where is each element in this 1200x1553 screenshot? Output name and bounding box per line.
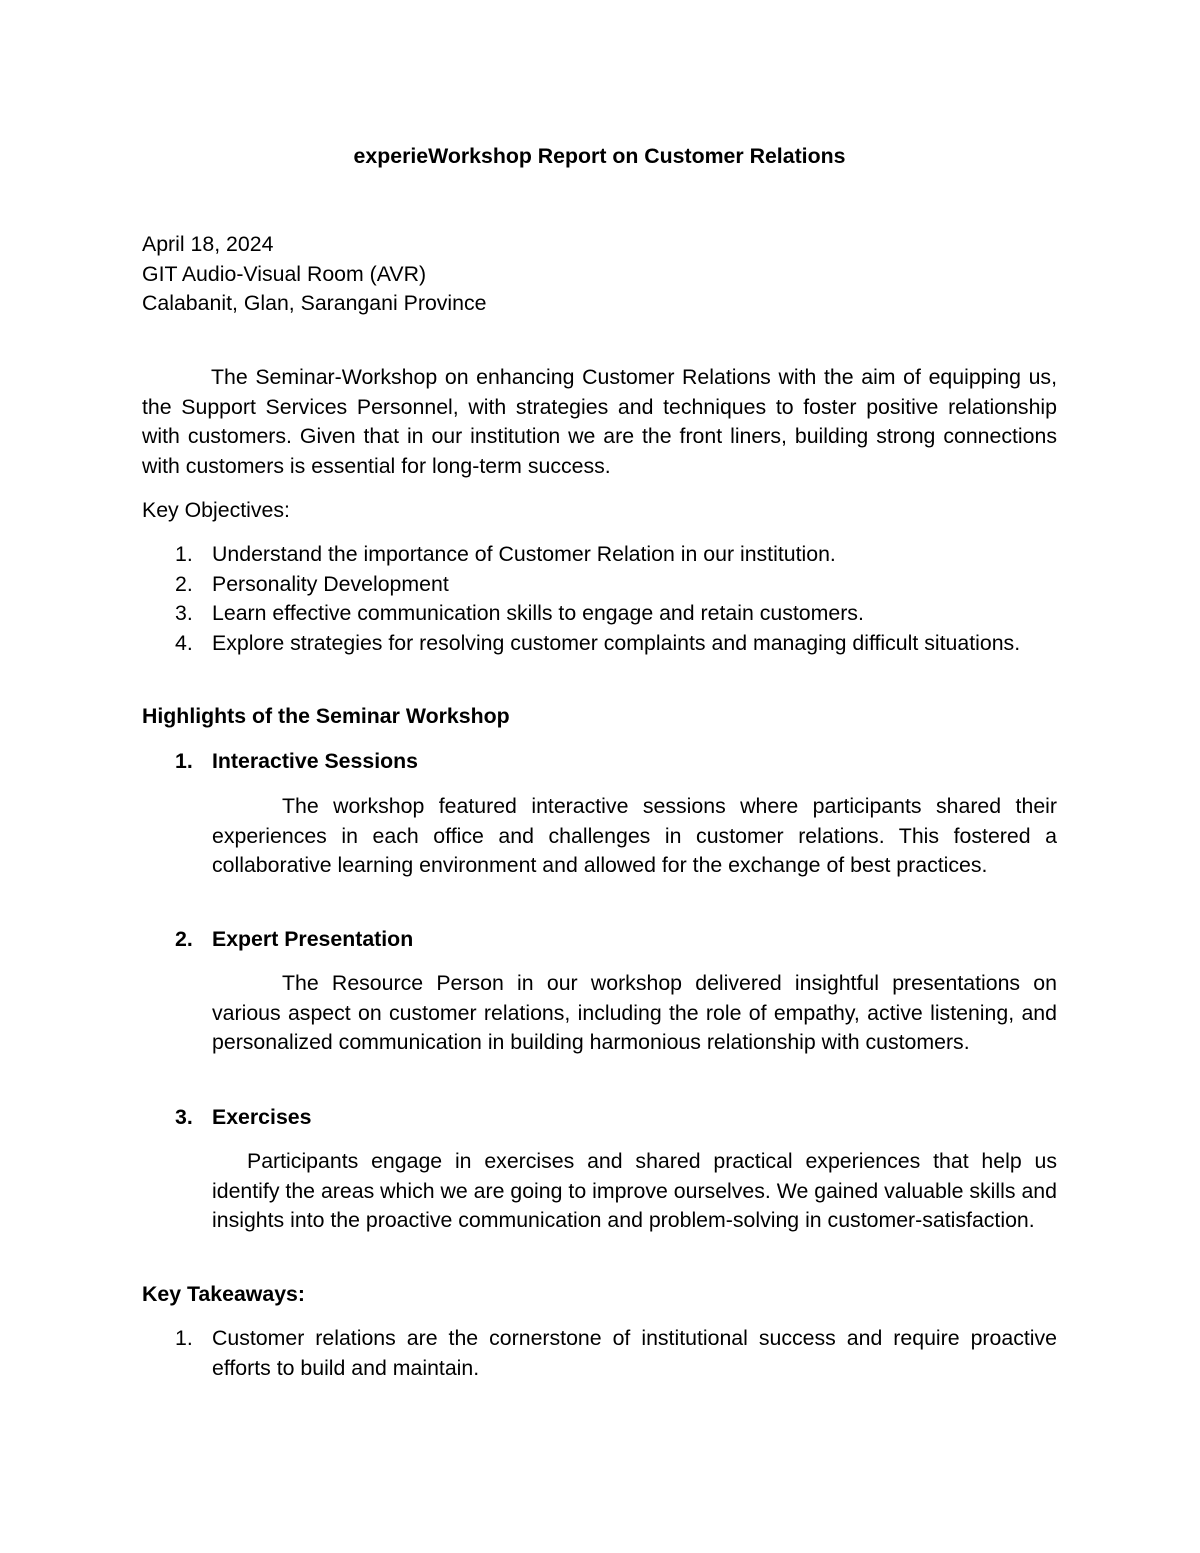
takeaway-number: 1. — [175, 1326, 193, 1350]
event-venue: GIT Audio-Visual Room (AVR) — [142, 261, 427, 286]
objectives-label: Key Objectives: — [142, 498, 290, 522]
objective-item — [142, 570, 1057, 600]
highlight-number: 3. — [175, 1105, 193, 1129]
objectives-list — [142, 540, 1057, 658]
takeaway-item — [142, 1324, 1057, 1383]
objective-item — [142, 599, 1057, 629]
highlight-heading-text: Expert Presentation — [212, 927, 414, 951]
objective-item — [142, 540, 1057, 570]
highlight-number: 1. — [175, 749, 193, 773]
event-date: April 18, 2024 — [142, 232, 274, 256]
objective-number: 3. — [175, 601, 193, 625]
objective-text: Learn effective communication skills to engage and retain customers. — [212, 601, 864, 625]
highlight-body: Participants engage in exercises and shared practical experiences that help us identify the areas which we are going to improve ourselves. We gained valuable skills and insights into the proactive communication and problem-solving in customer-satisfaction. — [212, 1149, 1057, 1232]
objective-number: 2. — [175, 571, 193, 596]
objective-item — [142, 629, 1057, 659]
takeaways-list — [142, 1324, 1057, 1383]
highlight-heading-text: Exercises — [212, 1105, 312, 1129]
highlight-body: The Resource Person in our workshop delivered insightful presentations on various aspect on customer relations, including the role of empathy, active listening, and personalized communication in building harmonious relationship with customers. — [212, 971, 1057, 1054]
highlights-title: Highlights of the Seminar Workshop — [142, 704, 510, 728]
highlight-number: 2. — [175, 927, 193, 951]
objective-text: Understand the importance of Customer Relation in our institution. — [212, 542, 836, 566]
highlight-body: The workshop featured interactive sessions where participants shared their experiences in each office and challenges in customer relations. This fostered a collaborative learning environment and allowed for the exchange of best practices. — [212, 794, 1057, 877]
takeaway-text: Customer relations are the cornerstone of institutional success and require proactive efforts to build and maintain. — [212, 1326, 1057, 1380]
intro-paragraph: The Seminar-Workshop on enhancing Customer Relations with the aim of equipping us, the Support Services Personnel, with strategies and techniques to foster positive relationship with customers. Given that in our institution we are the front liners, building strong connections with customers is essential for long-term success. — [142, 365, 1057, 478]
takeaways-title: Key Takeaways: — [142, 1282, 305, 1306]
document-title: experieWorkshop Report on Customer Relations — [353, 144, 846, 168]
objective-text: Personality Development — [212, 571, 449, 596]
event-info — [142, 230, 1057, 319]
objective-text: Explore strategies for resolving customer complaints and managing difficult situations. — [212, 630, 1021, 655]
objective-number: 4. — [175, 630, 193, 655]
objective-number: 1. — [175, 542, 193, 566]
event-location: Calabanit, Glan, Sarangani Province — [142, 291, 487, 315]
highlight-heading-text: Interactive Sessions — [212, 749, 418, 773]
